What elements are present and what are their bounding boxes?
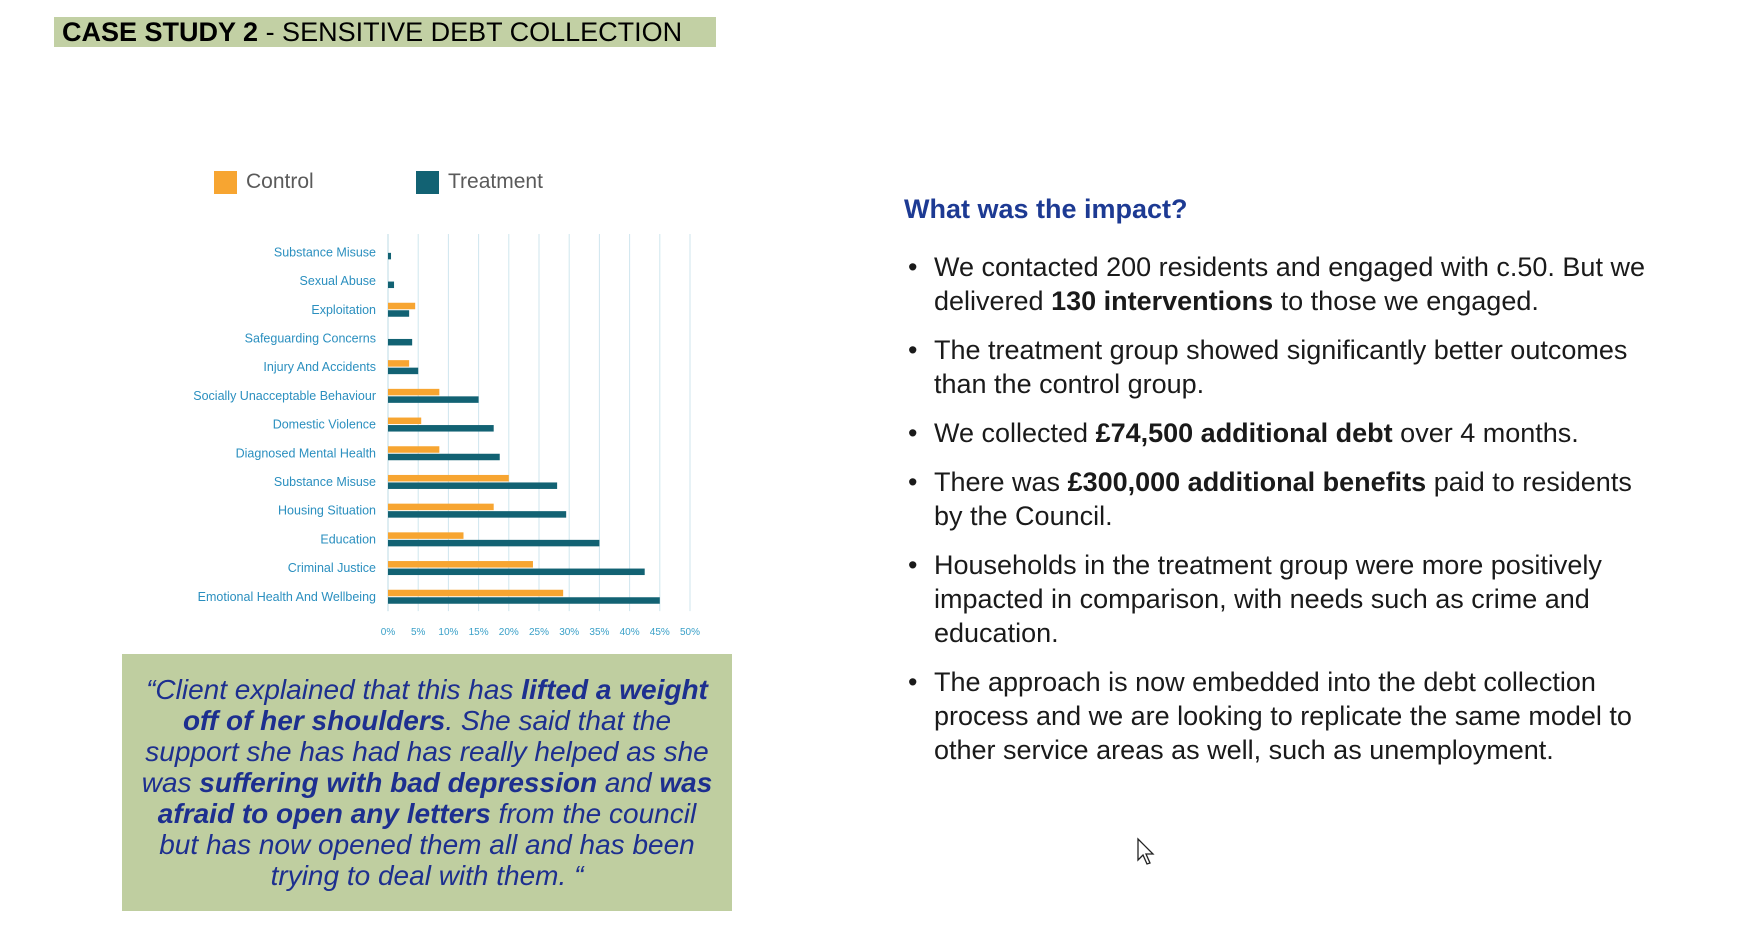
emphasis-text: lifted a weight off of her shoulders xyxy=(182,674,708,736)
bar-treatment xyxy=(388,310,409,317)
category-label: Domestic Violence xyxy=(272,417,376,432)
category-label: Housing Situation xyxy=(278,503,376,518)
legend-label-control: Control xyxy=(246,170,314,193)
bar-control xyxy=(388,303,415,310)
x-tick-label: 50% xyxy=(679,627,701,639)
bar-treatment xyxy=(388,396,479,403)
x-tick-label: 40% xyxy=(619,627,640,639)
bar-control xyxy=(388,561,533,568)
text-run: Households in the treatment group were more positively impacted in comparison, with needs such as crime and education. xyxy=(934,550,1602,648)
bar-control xyxy=(388,504,494,511)
bullet-dot-icon: • xyxy=(908,550,918,580)
bar-treatment xyxy=(388,569,645,576)
bar-treatment xyxy=(388,282,394,289)
category-label: Criminal Justice xyxy=(287,561,376,576)
bar-treatment xyxy=(388,482,557,489)
bar-treatment xyxy=(388,253,391,260)
bar-chart xyxy=(160,232,720,639)
x-tick-label: 5% xyxy=(410,627,426,639)
impact-bullet xyxy=(906,333,1666,401)
x-tick-label: 25% xyxy=(528,627,550,639)
text-run: from the council but has now opened them all and has been trying to deal with them. “ xyxy=(159,798,697,891)
bullet-dot-icon: • xyxy=(908,252,918,282)
legend-item-control xyxy=(214,170,314,194)
bullet-dot-icon: • xyxy=(908,418,918,448)
legend-swatch-treatment xyxy=(416,171,439,194)
bullet-dot-icon: • xyxy=(908,467,918,497)
legend-swatch-control xyxy=(214,171,237,194)
slide-title-rest: - SENSITIVE DEBT COLLECTION xyxy=(258,17,683,47)
text-run: We contacted 200 residents and engaged with c.50. But we delivered xyxy=(934,252,1645,316)
bullet-dot-icon: • xyxy=(908,335,918,365)
bar-control xyxy=(388,389,439,396)
bar-control xyxy=(388,418,421,425)
category-label: Substance Misuse xyxy=(273,474,376,489)
text-run: . She said that the support she has had has really helped as she was xyxy=(141,705,709,798)
text-run: and xyxy=(597,767,660,798)
category-label: Emotional Health And Wellbeing xyxy=(197,589,376,604)
x-tick-label: 30% xyxy=(559,627,580,639)
legend-label-treatment: Treatment xyxy=(448,170,543,193)
bar-control xyxy=(388,532,464,539)
mouse-pointer-icon xyxy=(1137,838,1155,866)
category-label: Exploitation xyxy=(311,302,376,317)
bar-control xyxy=(388,360,409,367)
bar-treatment xyxy=(388,368,418,375)
x-tick-label: 0% xyxy=(380,627,396,639)
quote-text xyxy=(142,674,713,891)
bar-treatment xyxy=(388,454,500,461)
bar-treatment xyxy=(388,597,660,604)
bar-control xyxy=(388,446,439,453)
bar-control xyxy=(388,475,509,482)
x-tick-label: 35% xyxy=(589,627,610,639)
emphasis-text: suffering with bad depression xyxy=(199,767,598,798)
x-tick-label: 20% xyxy=(498,627,519,639)
bullet-dot-icon: • xyxy=(908,667,918,697)
text-run: over 4 months. xyxy=(1392,418,1579,448)
impact-bullet xyxy=(906,548,1666,650)
category-label: Injury And Accidents xyxy=(263,360,376,375)
impact-bullet-list xyxy=(906,250,1666,782)
x-tick-label: 45% xyxy=(649,627,670,639)
emphasis-text: £74,500 additional debt xyxy=(1095,418,1393,448)
category-label: Sexual Abuse xyxy=(299,274,376,289)
bar-treatment xyxy=(388,540,599,547)
impact-bullet xyxy=(906,416,1666,450)
category-label: Diagnosed Mental Health xyxy=(235,446,376,461)
text-run: We collected xyxy=(934,418,1096,448)
text-run: The approach is now embedded into the debt collection process and we are looking to replicate the same model to other service areas as well, such as unemployment. xyxy=(934,667,1632,765)
category-label: Socially Unacceptable Behaviour xyxy=(193,388,376,403)
text-run: The treatment group showed significantly better outcomes than the control group. xyxy=(934,335,1628,399)
slide-title-bold: CASE STUDY 2 xyxy=(62,17,259,47)
quote-box xyxy=(122,654,732,911)
emphasis-text: was afraid to open any letters xyxy=(157,767,713,829)
bar-control xyxy=(388,590,563,597)
category-label: Education xyxy=(320,532,376,547)
text-run: paid to residents by the Council. xyxy=(934,467,1632,531)
bar-treatment xyxy=(388,511,566,518)
impact-bullet xyxy=(906,250,1666,318)
slide-title xyxy=(54,17,716,47)
text-run: “Client explained that this has xyxy=(146,674,522,705)
legend-item-treatment xyxy=(416,170,543,194)
text-run: There was xyxy=(934,467,1068,497)
impact-heading: What was the impact? xyxy=(904,194,1188,224)
impact-bullet xyxy=(906,665,1666,767)
text-run: to those we engaged. xyxy=(1273,286,1539,316)
category-label: Substance Misuse xyxy=(273,245,376,260)
x-tick-label: 10% xyxy=(438,627,459,639)
bar-treatment xyxy=(388,339,412,346)
category-label: Safeguarding Concerns xyxy=(244,331,376,346)
impact-bullet xyxy=(906,465,1666,533)
emphasis-text: £300,000 additional benefits xyxy=(1067,467,1427,497)
emphasis-text: 130 interventions xyxy=(1051,286,1274,316)
bar-treatment xyxy=(388,425,494,432)
x-tick-label: 15% xyxy=(468,627,489,639)
